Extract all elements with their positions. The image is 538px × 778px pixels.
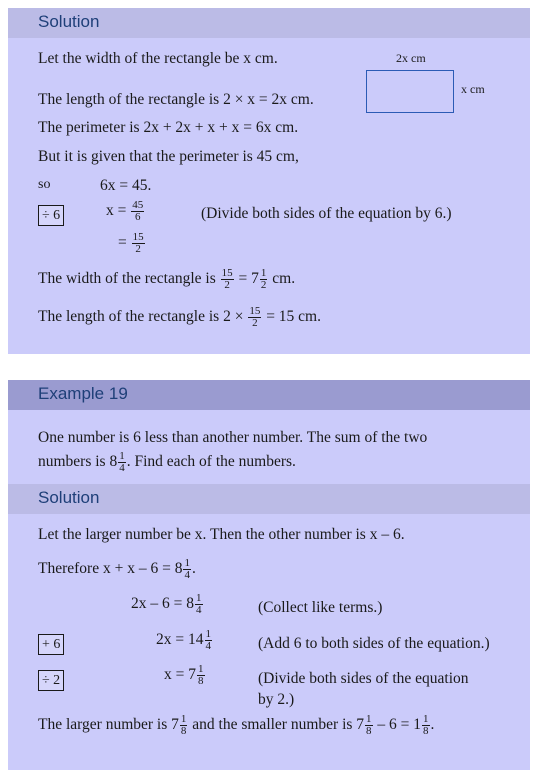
equation-b-note: (Add 6 to both sides of the equation.) [258, 635, 490, 652]
solution1-line1: Let the width of the rectangle be x cm. [38, 50, 278, 67]
equation-2 [106, 200, 145, 223]
solution2-line2-text: Therefore x + x – 6 = 8 [38, 560, 183, 578]
equation-b-fraction: $\frac{1}{4}$ [205, 628, 211, 652]
question-line2-end: . Find each of the numbers. [126, 453, 296, 471]
equation-a-fraction: $\frac{1}{4}$ [196, 592, 202, 616]
solution2-line2-fraction: $\frac{1}{4}$ [184, 557, 190, 581]
equation-c-note-2: by 2.) [258, 691, 295, 708]
final-answer-part-2: and the smaller number is 7 [192, 716, 365, 734]
final-fraction-2: $\frac{1}{8}$ [366, 713, 372, 737]
figure-top-label: 2x cm [396, 51, 426, 65]
final-fraction-1: $\frac{1}{8}$ [180, 713, 187, 737]
length-result-fraction: $\frac{15}{2}$ [249, 305, 261, 329]
question-line2-start: numbers is 8 [38, 453, 118, 471]
length-result-text: The length of the rectangle is 2 × [38, 308, 244, 326]
solution2-line2 [38, 558, 196, 581]
equation-1: 6x = 45. [100, 177, 152, 194]
figure-side-label: x cm [461, 82, 485, 96]
width-result-unit: cm. [272, 270, 296, 288]
equation-a-note: (Collect like terms.) [258, 599, 383, 616]
width-result-mixed-fraction: $\frac{1}{2}$ [260, 267, 267, 291]
solution1-line2: The length of the rectangle is 2 × x = 2x cm. [38, 91, 314, 108]
solution-heading-1: Solution [38, 12, 100, 31]
equation-c-text: x = 7 [164, 666, 196, 684]
width-result-text: The width of the rectangle is [38, 270, 216, 288]
question-fraction: $\frac{1}{4}$ [119, 450, 125, 474]
width-result-fraction: $\frac{15}{2}$ [221, 267, 233, 291]
equation-a-text: 2x – 6 = 8 [131, 595, 194, 613]
solution-heading-2: Solution [38, 488, 100, 507]
final-answer [38, 714, 434, 737]
solution2-line1: Let the larger number be x. Then the other number is x – 6. [38, 526, 405, 543]
operation-box-divide-6: ÷ 6 [38, 205, 64, 226]
example19-question-line1: One number is 6 less than another number. The sum of the two [38, 429, 428, 446]
solution1-line3: The perimeter is 2x + 2x + x + x = 6x cm. [38, 119, 299, 136]
equation-b-text: 2x = 14 [156, 631, 204, 649]
final-answer-end: . [430, 716, 435, 734]
equation-a [131, 593, 204, 616]
final-fraction-3: $\frac{1}{8}$ [423, 713, 429, 737]
solution1-line4: But it is given that the perimeter is 45 cm, [38, 148, 299, 165]
equation-b [156, 629, 213, 652]
equation-3-fraction: $\frac{15}{2}$ [132, 231, 144, 255]
example19-heading: Example 19 [38, 384, 128, 403]
final-answer-part-1: The larger number is 7 [38, 716, 179, 734]
equation-3-lhs: = [118, 234, 127, 252]
example19-question-line2 [38, 451, 296, 474]
equation-2-lhs: x = [106, 202, 127, 220]
equation-c [164, 664, 206, 687]
equation-3 [118, 232, 146, 255]
length-result [38, 306, 321, 329]
equation-c-fraction: $\frac{1}{8}$ [198, 663, 204, 687]
rectangle-figure [366, 70, 454, 113]
equation-2-fraction: $\frac{45}{6}$ [132, 199, 144, 223]
equation-2-note: (Divide both sides of the equation by 6.) [201, 205, 452, 222]
width-result-mid: = 7 [238, 270, 259, 288]
equation-c-note-1: (Divide both sides of the equation [258, 670, 469, 687]
solution2-line2-end: . [191, 560, 196, 578]
final-answer-part-3: – 6 = 1 [377, 716, 422, 734]
length-result-end: = 15 cm. [266, 308, 321, 326]
operation-box-add-6: + 6 [38, 634, 64, 655]
operation-box-divide-2: ÷ 2 [38, 670, 64, 691]
width-result [38, 268, 295, 291]
so-label: so [38, 177, 51, 192]
